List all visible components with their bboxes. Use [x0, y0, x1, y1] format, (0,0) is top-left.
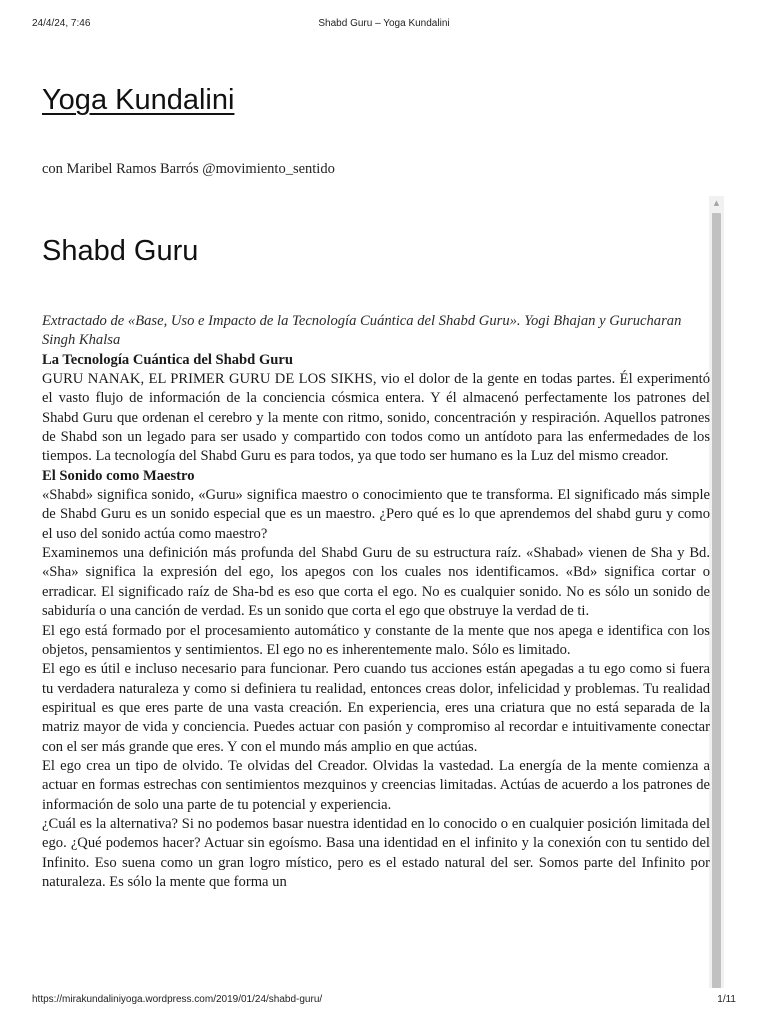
print-url: https://mirakundaliniyoga.wordpress.com/2019/01/24/shabd-guru/ — [32, 994, 323, 1005]
article-body — [42, 312, 710, 975]
print-footer — [32, 994, 736, 1008]
post-intro: Extractado de «Base, Uso e Impacto de la Tecnología Cuántica del Shabd Guru». Yogi Bhajan y Gurucharan Singh Khalsa — [42, 313, 682, 349]
paragraph: El ego crea un tipo de olvido. Te olvidas del Creador. Olvidas la vastedad. La energía de la mente comienza a actuar en formas estrechas con sentimientos mezquinos y creencias limitadas. Actúas de acuerdo a los patrones de información de solo una parte de tu potencial y experiencia. — [42, 757, 710, 813]
post-title: Shabd Guru — [42, 235, 199, 267]
scroll-thumb[interactable] — [712, 213, 721, 988]
paragraph: El ego es útil e incluso necesario para funcionar. Pero cuando tus acciones están apegadas a tu ego como si fuera tu verdadera naturaleza y como si definiera tu realidad, entonces creas dolor, infelicidad y problemas. Tu realidad espiritual es que eres parte de una vasta creación. En experiencia, eres una criatura que no está separada de la matriz mayor de vida y conciencia. Puedes actuar con pasión y compromiso al recordar e intuitivamente conectar con el ser más grande que eres. Y con el mundo más amplio en que actúas. — [42, 661, 710, 755]
vertical-scrollbar[interactable] — [709, 196, 724, 988]
paragraph: El ego está formado por el procesamiento automático y constante de la mente que nos apega e identifica con los objetos, pensamientos y sentimientos. El ego no es inherentemente malo. Sólo es limitado. — [42, 622, 710, 658]
paragraph: ¿Cuál es la alternativa? Si no podemos basar nuestra identidad en lo conocido o en cualquier posición limitada del ego. ¿Qué podemos hacer? Actuar sin egoísmo. Basa una identidad en el infinito y la conexión con tu sentido del Infinito. Eso suena como un gran logro místico, pero es el estado natural del ser. Somos parte del Infinito por naturaleza. Es sólo la mente que forma un — [42, 815, 710, 890]
print-datetime: 24/4/24, 7:46 — [32, 18, 91, 29]
print-page-title: Shabd Guru – Yoga Kundalini — [318, 18, 450, 29]
paragraph: «Shabd» significa sonido, «Guru» significa maestro o conocimiento que te transforma. El significado más simple de Shabd Guru es un sonido especial que es un maestro. ¿Pero qué es lo que aprendemos del shabd guru y como el uso del sonido actúa como maestro? — [42, 487, 710, 542]
section-heading: La Tecnología Cuántica del Shabd Guru — [42, 351, 294, 368]
paragraph: Examinemos una definición más profunda del Shabd Guru de su estructura raíz. «Shabad» vienen de Sha y Bd. «Sha» significa la expresión del ego, los apegos con los cuales nos identificamos. «Bd» significa cortar o erradicar. El significado raíz de Sha-bd es eso que corta el ego. No es cualquier sonido. No es sólo un sonido de sabiduría o una canción de verdad. Es un sonido que corta el ego que obstruye la verdad de ti. — [42, 545, 710, 620]
site-tagline: con Maribel Ramos Barrós @movimiento_sentido — [42, 161, 335, 177]
print-header — [32, 18, 736, 32]
scroll-up-arrow-icon[interactable]: ▲ — [713, 199, 720, 207]
paragraph: GURU NANAK, EL PRIMER GURU DE LOS SIKHS, vio el dolor de la gente en todas partes. Él experimentó el vasto flujo de información de la conciencia cósmica entera. Y él almacenó perfectamente los patrones del Shabd Guru que ordenan el cerebro y la mente con ritmo, sonido, concentración y respiración. Aquellos patrones de Shabd son un legado para ser usado y compartido con todos como un antídoto para las enfermedades de los tiempos. La tecnología del Shabd Guru es para todos, ya que todo ser humano es la Luz del mismo creador. — [42, 371, 710, 465]
section-heading: El Sonido como Maestro — [42, 467, 195, 484]
print-page-number: 1/11 — [717, 994, 736, 1005]
site-title-link[interactable]: Yoga Kundalini — [42, 84, 235, 116]
